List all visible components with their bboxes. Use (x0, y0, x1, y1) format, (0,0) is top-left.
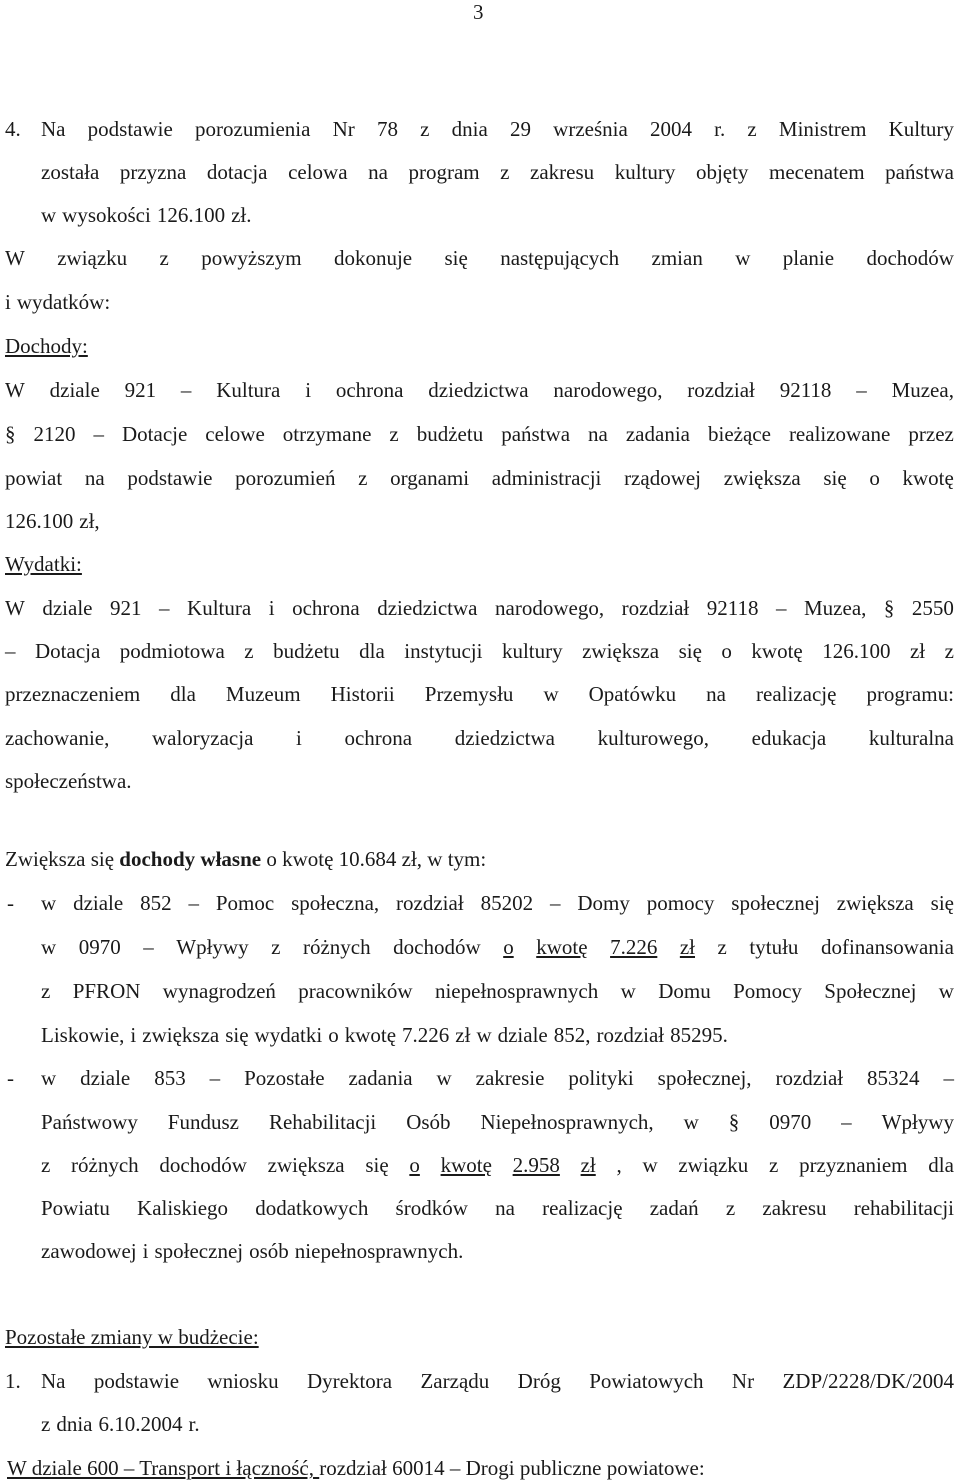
word: o (409, 1153, 420, 1177)
word: – (209, 1066, 221, 1090)
word: społeczna, (291, 891, 380, 915)
word: W (5, 246, 25, 270)
word: zł, (79, 509, 100, 533)
word: dziedzictwa (454, 726, 555, 750)
word: dotacja (206, 160, 268, 184)
word: następujących (500, 246, 620, 270)
wydatki-line (5, 769, 954, 795)
word: zł (455, 1023, 471, 1047)
word: Pozostałe (244, 1066, 325, 1090)
word: o (721, 639, 732, 663)
word: w (476, 1023, 492, 1047)
word: dnia (451, 117, 488, 141)
dochody-wlasne-prefix: Zwiększa się (5, 847, 120, 871)
dochody-heading: Dochody: (5, 334, 88, 358)
word: Fundusz (167, 1110, 239, 1134)
bullet-2-line (41, 1110, 954, 1136)
word: społeczeństwa. (5, 769, 132, 793)
bullet-2-line (41, 1196, 954, 1222)
word: r. (188, 1412, 200, 1436)
word: pracowników (298, 979, 413, 1003)
bullet-1-line-2 (41, 935, 954, 961)
word: z (747, 117, 757, 141)
word: o (503, 935, 514, 959)
word: dochodów (866, 246, 954, 270)
word: różnych (302, 935, 371, 959)
word: w (436, 1066, 452, 1090)
word: Społecznej (824, 979, 917, 1003)
word: związku (678, 1153, 749, 1177)
intro-line (5, 246, 954, 272)
word: Niepełnosprawnych, (480, 1110, 654, 1134)
word: o (869, 466, 880, 490)
word: W (5, 596, 25, 620)
word: w (642, 1153, 658, 1177)
word: 126.100 (5, 509, 74, 533)
word: rozdział (775, 1066, 844, 1090)
word: administracji (491, 466, 602, 490)
word: program (408, 160, 480, 184)
word: 921 (124, 378, 157, 402)
word: kwotę (536, 935, 588, 959)
word: dziale (80, 1066, 131, 1090)
word: – (775, 596, 787, 620)
word: z (271, 935, 281, 959)
word: się (823, 466, 847, 490)
word: z (420, 117, 430, 141)
word: wysokości (62, 203, 151, 227)
word: porozumień (235, 466, 336, 490)
word: Dyrektora (306, 1369, 393, 1393)
word: Powiatu (41, 1196, 110, 1220)
bullet-2-line (41, 1239, 954, 1265)
word: kultury (501, 639, 563, 663)
word: – (93, 422, 104, 446)
word: podstawie (87, 117, 173, 141)
word: na (368, 160, 388, 184)
word: celowa (288, 160, 348, 184)
dochody-wlasne-suffix: o kwotę 10.684 zł, w tym: (261, 847, 487, 871)
word: , (616, 1153, 622, 1177)
wydatki-heading: Wydatki: (5, 552, 82, 576)
word: celowe (205, 422, 265, 446)
word: kwotę (902, 466, 954, 490)
word: Rehabilitacji (268, 1110, 377, 1134)
word: i (130, 1023, 137, 1047)
word: dziale (49, 378, 100, 402)
word: na (495, 1196, 515, 1220)
word: 853 (154, 1066, 186, 1090)
word: 85295. (670, 1023, 728, 1047)
word: wynagrodzeń (162, 979, 276, 1003)
word: Pomoc (215, 891, 275, 915)
word: objęty (695, 160, 749, 184)
word: PFRON (72, 979, 141, 1003)
word: 921 (110, 596, 142, 620)
word: kulturowego, (597, 726, 710, 750)
pozostale-heading: Pozostałe zmiany w budżecie: (5, 1325, 259, 1349)
word: budżetu (416, 422, 484, 446)
intro-line (5, 290, 954, 316)
page-number: 3 (473, 0, 484, 24)
word: ochrona (344, 726, 413, 750)
word: Zarządu (420, 1369, 490, 1393)
word: niepełnosprawnych (434, 979, 599, 1003)
word: dziale (42, 596, 93, 620)
word: zł (580, 1153, 596, 1177)
word: otrzymane (282, 422, 372, 446)
word: rozdział (396, 891, 464, 915)
word: się (678, 639, 702, 663)
word: narodowego, (553, 378, 663, 402)
word: Muzea, (891, 378, 954, 402)
word: 6.10.2004 (98, 1412, 183, 1436)
word: z (358, 466, 368, 490)
word: dodatkowych (255, 1196, 369, 1220)
word: zł. (231, 203, 252, 227)
word: programu: (866, 682, 954, 706)
word: dla (359, 639, 385, 663)
word: 29 (509, 117, 531, 141)
word: rządowej (624, 466, 702, 490)
word: 2004 (649, 117, 692, 141)
word: dziale (73, 891, 124, 915)
word: Opatówku (588, 682, 677, 706)
word: rehabilitacji (853, 1196, 954, 1220)
word: dziedzictwa (377, 596, 478, 620)
word: podmiotowa (119, 639, 225, 663)
word: § (883, 596, 895, 620)
bullet-1-line (41, 979, 954, 1005)
word: Kultura (187, 596, 252, 620)
pozostale-item-line (41, 1412, 954, 1438)
word: środków (395, 1196, 468, 1220)
word: i (305, 378, 312, 402)
word: ochrona (335, 378, 404, 402)
word: z (41, 1153, 51, 1177)
pozostale-last-underlined: W dziale 600 – Transport i łączność, (7, 1456, 320, 1480)
word: edukacja (751, 726, 827, 750)
word: waloryzacja (151, 726, 254, 750)
word: dochodów (393, 935, 481, 959)
word: – (549, 891, 561, 915)
word: Osób (406, 1110, 451, 1134)
word: września (553, 117, 628, 141)
item-4-line (41, 117, 954, 143)
word: zwiększa (836, 891, 914, 915)
word: § (728, 1110, 740, 1134)
word: zadania (625, 422, 690, 446)
word: z (244, 639, 254, 663)
word: dziale (497, 1023, 548, 1047)
word: zakresu (762, 1196, 827, 1220)
word: rozdział (621, 596, 690, 620)
word: się (365, 1153, 389, 1177)
word: 2120 (33, 422, 76, 446)
word: w (41, 1066, 57, 1090)
word: Przemysłu (424, 682, 514, 706)
word: na (84, 466, 105, 490)
word: Wpływy (176, 935, 249, 959)
wydatki-line (5, 596, 954, 622)
bullet-1-line (41, 1023, 954, 1049)
dochody-line (5, 509, 954, 535)
word: – (143, 935, 154, 959)
word: wniosku (207, 1369, 279, 1393)
word: kwotę (440, 1153, 492, 1177)
word: – (5, 639, 16, 663)
word: 126.100 (822, 639, 891, 663)
word: zawodowej (41, 1239, 137, 1263)
word: r. (714, 117, 726, 141)
word: w (683, 1110, 699, 1134)
dochody-line (5, 378, 954, 404)
word: Pomocy (733, 979, 802, 1003)
word: z (500, 160, 510, 184)
word: podstawie (127, 466, 213, 490)
word: Dotacja (35, 639, 101, 663)
word: w (543, 682, 559, 706)
word: 92118 (779, 378, 832, 402)
bullet-2-line-3 (41, 1153, 954, 1179)
bullet-2-marker: - (7, 1066, 14, 1090)
word: państwa (501, 422, 571, 446)
word: – (841, 1110, 852, 1134)
word: Ministrem (778, 117, 867, 141)
word: planie (782, 246, 835, 270)
word: i (296, 726, 302, 750)
word: polityki (568, 1066, 634, 1090)
word: zadania (348, 1066, 413, 1090)
word: w (620, 979, 636, 1003)
word: z (159, 246, 169, 270)
word: podstawie (93, 1369, 180, 1393)
word: pomocy (646, 891, 715, 915)
word: Liskowie, (41, 1023, 125, 1047)
word: 7.226 (610, 935, 658, 959)
word: Kultura (216, 378, 281, 402)
word: dnia (56, 1412, 93, 1436)
word: 7.226 (402, 1023, 450, 1047)
word: i (5, 290, 11, 314)
word: z (389, 422, 399, 446)
word: 78 (376, 117, 398, 141)
word: rozdział (596, 1023, 665, 1047)
word: Muzea, (804, 596, 867, 620)
word: mecenatem (768, 160, 865, 184)
word: się (225, 1023, 249, 1047)
word: się (930, 891, 954, 915)
word: Dróg (517, 1369, 561, 1393)
word: Domu (658, 979, 711, 1003)
item-4-line (41, 203, 954, 229)
word: dokonuje (333, 246, 413, 270)
word: społecznej, (657, 1066, 752, 1090)
word: przyzna (119, 160, 187, 184)
item-4-line (41, 160, 954, 186)
word: o (328, 1023, 339, 1047)
word: i (142, 1239, 149, 1263)
word: powiat (5, 466, 63, 490)
word: tytułu (749, 935, 799, 959)
bullet-1-marker: - (7, 891, 14, 915)
word: Dotacje (122, 422, 188, 446)
word: zwiększa (142, 1023, 220, 1047)
word: z (944, 639, 954, 663)
word: Kultury (888, 117, 954, 141)
bullet-1-line (41, 891, 954, 917)
word: z (41, 1412, 51, 1436)
word: – (188, 891, 199, 915)
word: realizowane (788, 422, 891, 446)
word: się (444, 246, 468, 270)
word: z (769, 1153, 779, 1177)
word: dochodów (159, 1153, 247, 1177)
word: dziedzictwa (428, 378, 529, 402)
word: – (159, 596, 170, 620)
word: zwiększa (267, 1153, 345, 1177)
word: w (41, 203, 57, 227)
word: budżetu (273, 639, 340, 663)
word: § (5, 422, 16, 446)
word: 852, (553, 1023, 591, 1047)
word: rozdział (687, 378, 755, 402)
word: 2.958 (512, 1153, 560, 1177)
word: 126.100 (156, 203, 226, 227)
word: w (938, 979, 954, 1003)
word: państwa (885, 160, 954, 184)
wydatki-line (5, 726, 954, 752)
word: W (5, 378, 25, 402)
word: realizację (542, 1196, 623, 1220)
word: ZDP/2228/DK/2004 (782, 1369, 954, 1393)
word: na (706, 682, 726, 706)
dochody-wlasne-bold: dochody własne (119, 847, 262, 871)
word: z (725, 1196, 736, 1220)
word: dla (170, 682, 196, 706)
word: przeznaczeniem (5, 682, 141, 706)
word: społecznej (154, 1239, 244, 1263)
word: powyższym (201, 246, 302, 270)
word: Muzeum (225, 682, 301, 706)
word: w (41, 935, 57, 959)
word: 2550 (911, 596, 954, 620)
word: ochrona (292, 596, 360, 620)
word: instytucji (404, 639, 483, 663)
bullet-2-line (41, 1066, 954, 1092)
word: zł (909, 639, 926, 663)
item-4-marker: 4. (5, 117, 21, 141)
word: bieżące (707, 422, 771, 446)
word: zakresie (475, 1066, 545, 1090)
word: przyznaniem (799, 1153, 908, 1177)
word: Powiatowych (589, 1369, 704, 1393)
dochody-wlasne-line (5, 847, 486, 872)
word: na (588, 422, 608, 446)
word: przez (908, 422, 954, 446)
word: w (735, 246, 751, 270)
word: kultury (614, 160, 676, 184)
word: 92118 (706, 596, 759, 620)
pozostale-last-line (7, 1456, 705, 1481)
word: porozumienia (195, 117, 311, 141)
pozostale-item-line (41, 1369, 954, 1395)
word: niepełnosprawnych. (294, 1239, 464, 1263)
word: Domy (577, 891, 630, 915)
word: wydatki (254, 1023, 323, 1047)
word: z (717, 935, 727, 959)
word: realizację (756, 682, 837, 706)
word: została (41, 160, 100, 184)
word: zadań (649, 1196, 699, 1220)
word: i (268, 596, 275, 620)
word: wydatków: (16, 290, 111, 314)
word: kulturalna (868, 726, 954, 750)
dochody-line (5, 422, 954, 448)
word: – (943, 1066, 954, 1090)
word: Kaliskiego (137, 1196, 229, 1220)
word: 85202 (480, 891, 534, 915)
wydatki-line (5, 682, 954, 708)
word: Wpływy (881, 1110, 954, 1134)
word: z (41, 979, 51, 1003)
word: różnych (71, 1153, 139, 1177)
word: związku (57, 246, 128, 270)
word: zachowanie, (5, 726, 110, 750)
wydatki-line (5, 639, 954, 665)
word: – (180, 378, 192, 402)
word: w (41, 891, 57, 915)
word: narodowego, (495, 596, 605, 620)
word: Nr (731, 1369, 755, 1393)
pozostale-last-rest: rozdział 60014 – Drogi publiczne powiatowe: (319, 1456, 705, 1480)
word: Na (41, 1369, 66, 1393)
word: 0970 (769, 1110, 812, 1134)
word: Państwowy (41, 1110, 138, 1134)
word: organami (390, 466, 470, 490)
word: osób (249, 1239, 289, 1263)
word: 852 (140, 891, 172, 915)
word: 0970 (78, 935, 121, 959)
word: Na (41, 117, 66, 141)
word: kwotę (751, 639, 803, 663)
word: Historii (330, 682, 395, 706)
word: – (856, 378, 867, 402)
word: społecznej (731, 891, 820, 915)
word: zwiększa (723, 466, 801, 490)
word: kwotę (344, 1023, 397, 1047)
word: dofinansowania (820, 935, 954, 959)
word: Nr (332, 117, 355, 141)
word: dla (928, 1153, 954, 1177)
word: 85324 (867, 1066, 920, 1090)
word: zmian (651, 246, 703, 270)
word: zł (679, 935, 696, 959)
word: zakresu (530, 160, 595, 184)
dochody-line (5, 466, 954, 492)
pozostale-item-marker: 1. (5, 1369, 21, 1393)
word: zwiększa (582, 639, 660, 663)
